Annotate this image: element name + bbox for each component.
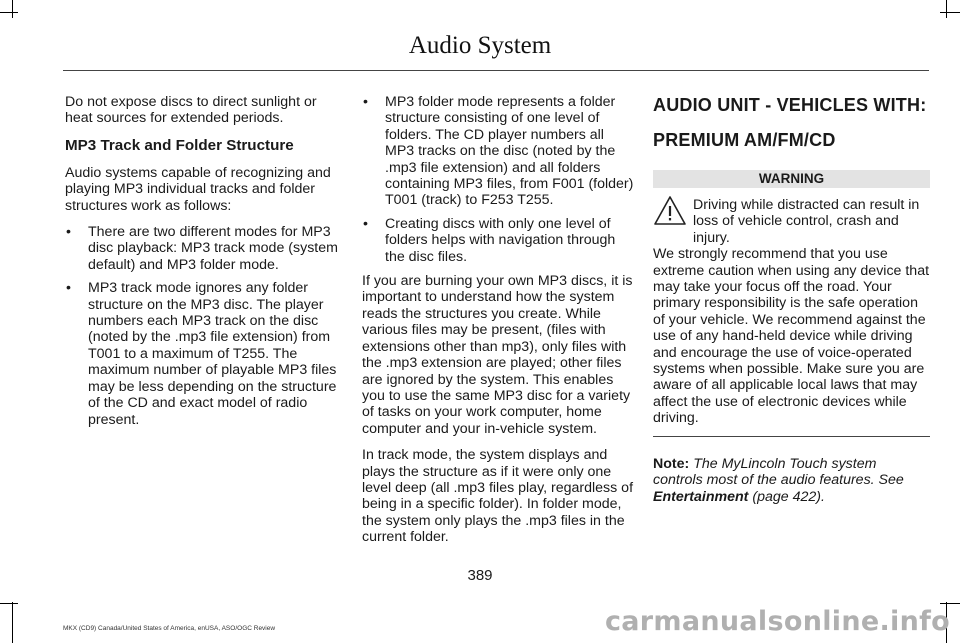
cross-reference-link[interactable]: Entertainment [653,488,749,505]
page-reference: (page 422). [752,488,825,505]
list-item: • MP3 folder mode represents a folder structure consisting of one level of folders. The CD player numbers all MP3 tracks on the disc (noted by the .mp3 file extension) and all folders containing MP3 files, from F001 (folder) T001 (track) to F253 T255. [362,94,634,209]
page-number: 389 [467,567,493,584]
warning-divider [653,436,930,437]
note-text: The MyLincoln Touch system controls most of the audio features. See [653,455,904,489]
crop-mark [0,12,18,13]
crop-mark [12,0,13,18]
footer-text: MKX (CD9) Canada/United States of America, enUSA, ASO/OGC Review [63,625,276,632]
column-left [65,94,340,436]
section-title-line-1: AUDIO UNIT - VEHICLES WITH: [653,95,927,115]
intro-paragraph: Do not expose discs to direct sunlight or heat sources for extended periods. [65,94,317,127]
note-label: Note: [653,455,690,472]
column-right [653,94,930,515]
page-title: Audio System [408,32,552,59]
list-item: • MP3 track mode ignores any folder structure on the MP3 disc. The player numbers each MP3 track on the disc (noted by the .mp3 file extension) from T001 to a maximum of T255. The maximum number of playable MP3 files may be less depending on the structure of the CD and exact model of radio present. [65,280,340,428]
warning-text-first: Driving while distracted can result in loss of vehicle control, crash and injury. [693,197,920,246]
crop-mark [0,603,18,604]
warning-text: We strongly recommend that you use extreme caution when using any device that may take your focus off the road. Your primary responsibility is the safe operation of your vehicle. We recommend against the use of any hand-held device while driving and encourage the use of voice-operated systems when possible. Make sure you are aware of all applicable local laws that may affect the use of electronic devices while driving. [653,246,930,427]
crop-mark [946,0,947,18]
note-paragraph [653,456,930,505]
list-item: • Creating discs with only one level of folders helps with navigation through the disc files. [362,216,634,265]
body-paragraph: Audio systems capable of recognizing and playing MP3 individual tracks and folder structures work as follows: [65,164,331,214]
crop-mark [12,602,13,643]
section-heading: MP3 Track and Folder Structure [65,136,294,154]
bullet-list [362,94,634,265]
header-divider [63,70,929,71]
column-middle [362,94,634,556]
bullet-list [65,224,340,428]
body-paragraph: If you are burning your own MP3 discs, it is important to understand how the system reads the structures you create. While various files may be present, (files with extensions other than mp3), only files with the .mp3 extension are played; other files are ignored by the system. This enables you to use the same MP3 disc for a variety of tasks on your work computer, home computer and your in-vehicle system. [362,273,633,437]
warning-label: WARNING [653,170,930,188]
crop-mark [940,603,960,604]
warning-body [653,197,930,427]
body-paragraph: In track mode, the system displays and plays the structure as if it were only one level deep (all .mp3 files play, regardless of being in a specific folder). In folder mode, the system only plays the .mp3 files in the current folder. [362,447,634,546]
crop-mark [940,12,960,13]
list-item: • There are two different modes for MP3 disc playback: MP3 track mode (system default) and MP3 folder mode. [65,224,340,273]
section-title-line-2: PREMIUM AM/FM/CD [653,130,836,150]
watermark: carmanualsonline.info [604,606,950,637]
warning-triangle-icon [653,195,687,226]
